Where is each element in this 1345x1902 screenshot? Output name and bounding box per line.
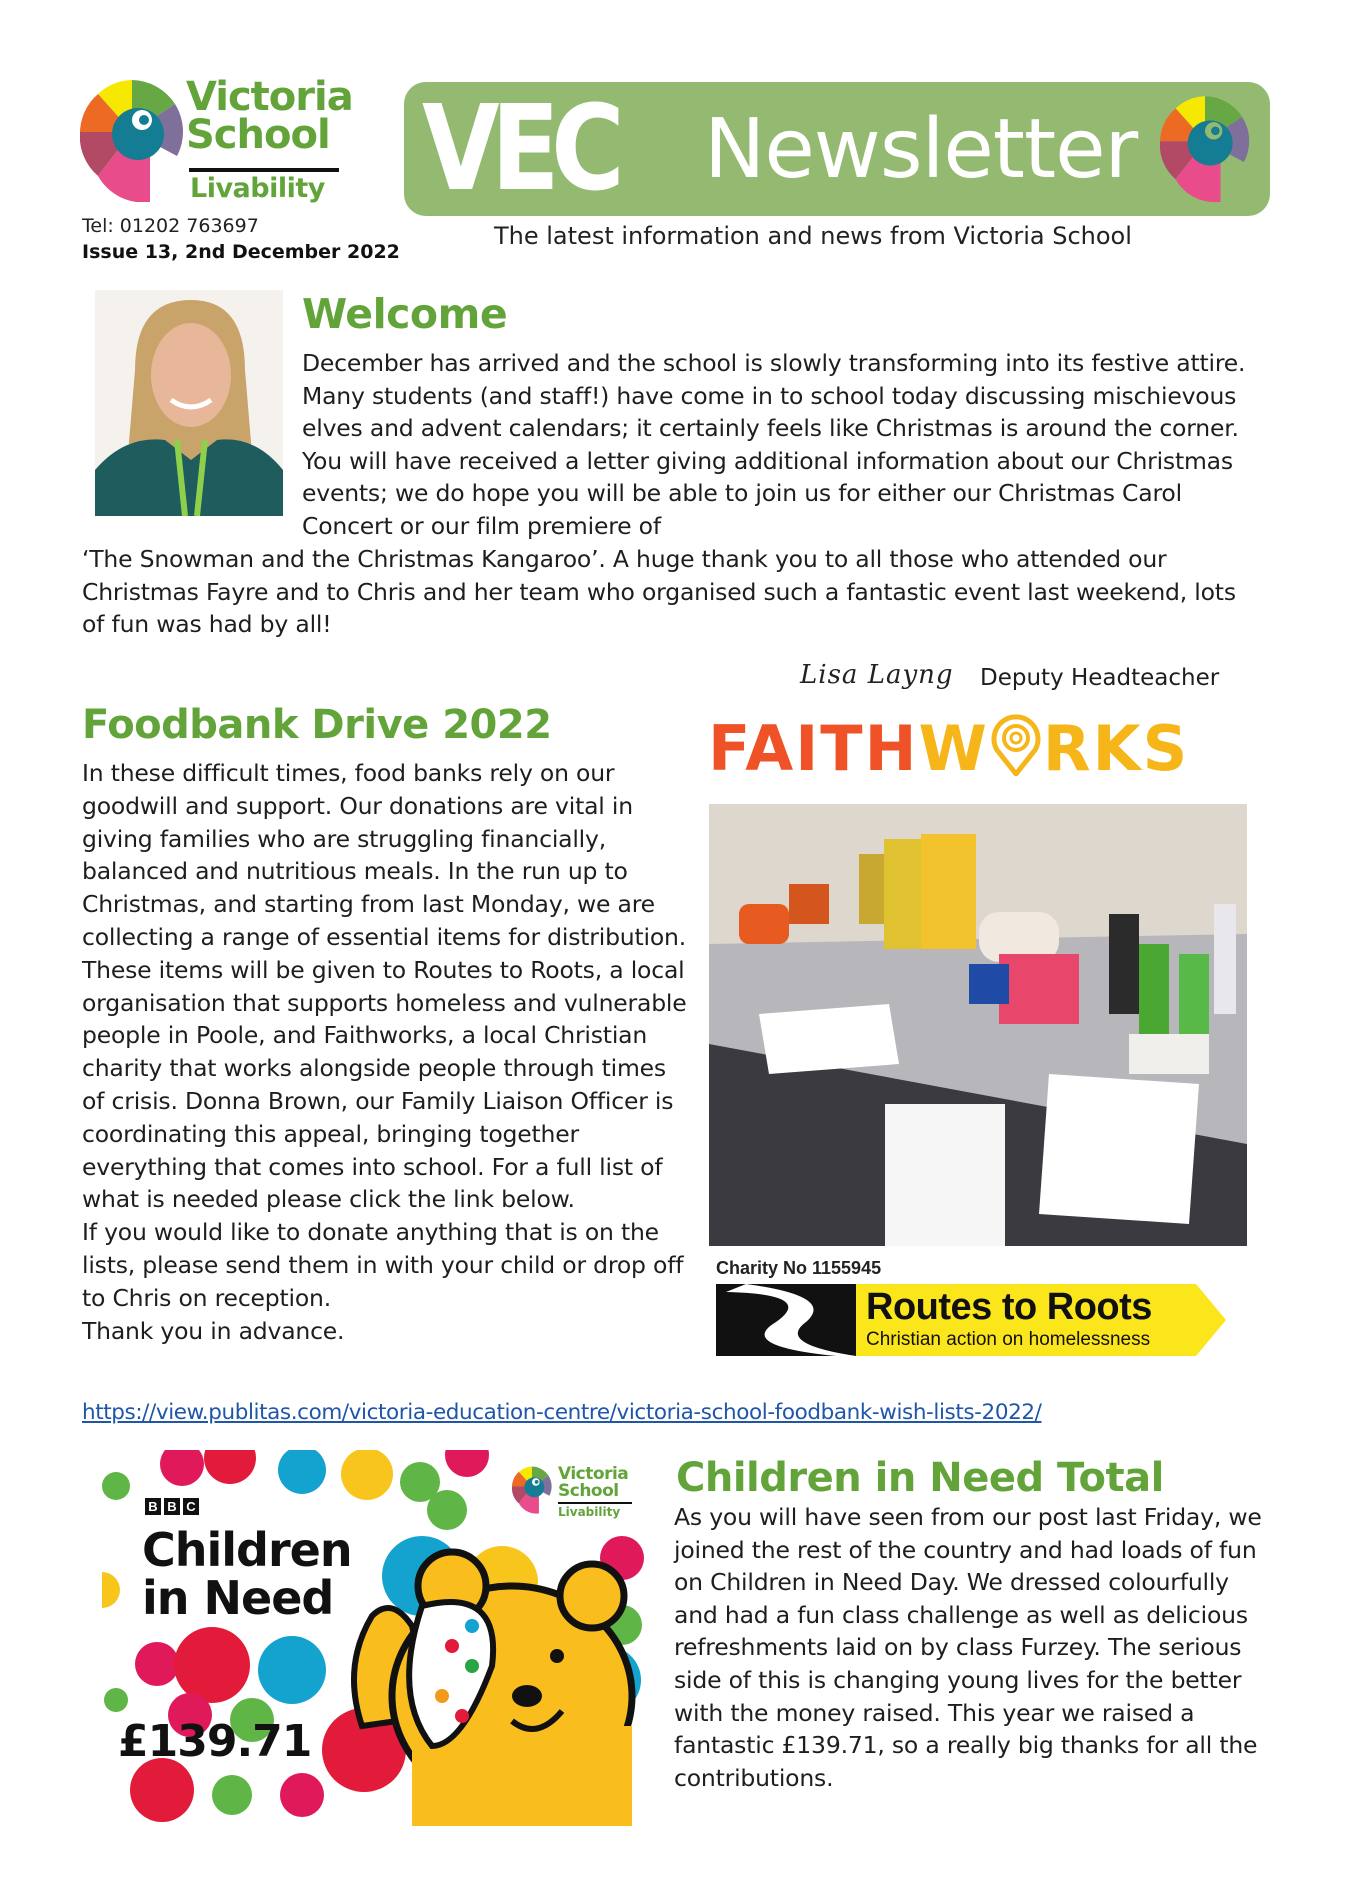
routes-to-roots-title: Routes to Roots (866, 1286, 1152, 1328)
welcome-paragraph-indented: December has arrived and the school is slowly transforming into its festive attire. Many students (and staff!) have come in to school today discussing mischievous elves and advent calendars; it certainly feels like Christmas is around the corner. You will have received a letter giving additional information about our Christmas events; we do hope you will be able to join us for either our Christmas Carol Concert or our film premiere of (302, 349, 1246, 540)
faithworks-logo (708, 714, 1189, 784)
foodbank-body (82, 757, 692, 1347)
banner-newsletter: Newsletter (704, 102, 1138, 197)
mini-school-line1: Victoria (558, 1464, 629, 1484)
foodbank-thanks: Thank you in advance. (82, 1316, 345, 1345)
foodbank-title: Foodbank Drive 2022 (82, 702, 552, 748)
bbc-letter: C (183, 1498, 199, 1515)
headteacher-photo (95, 290, 283, 516)
victoria-school-spiral-logo-icon (80, 80, 184, 202)
cin-amount: £139.71 (118, 1716, 312, 1767)
location-pin-icon (991, 714, 1041, 776)
faithworks-rks: RKS (1042, 712, 1190, 785)
school-name (186, 74, 353, 158)
children-in-need-title: Children in Need Total (676, 1455, 1164, 1501)
banner-vec: VEC (422, 79, 617, 217)
signature: Lisa Layng (800, 660, 954, 690)
telephone: Tel: 01202 763697 (82, 215, 259, 237)
tagline: The latest information and news from Victoria School (494, 222, 1132, 250)
bbc-letter: B (164, 1498, 180, 1515)
cin-logo-line2: in Need (142, 1571, 334, 1625)
faithworks-w: W (918, 712, 989, 785)
cin-school-logo (512, 1464, 652, 1534)
foodbank-paragraph: In these difficult times, food banks rely on our goodwill and support. Our donations are vital in giving families who are struggling financially, balanced and nutritious meals. In the run up to Christmas, and starting from last Monday, we are collecting a range of essential items for distribution. These items will be given to Routes to Roots, a local organisation that supports homeless and vulnerable people in Poole, and Faithworks, a local Christian charity that works alongside people through times of crisis. Donna Brown, our Family Liaison Officer is coordinating this appeal, bringing together everything that comes into school. For a full list of what is needed please click the link below. (82, 759, 687, 1214)
routes-to-roots-subtitle: Christian action on homelessness (866, 1329, 1151, 1350)
mini-logo-divider (558, 1502, 632, 1504)
school-name-line2: School (186, 112, 330, 158)
mini-spiral-logo-icon (512, 1466, 552, 1514)
banner-spiral-logo-icon (1160, 96, 1250, 202)
foodbank-donate-paragraph: If you would like to donate anything that is on the lists, please send them in with your child or drop off to Chris on reception. (82, 1218, 684, 1312)
routes-to-roots-logo (716, 1284, 1226, 1356)
charity-number: Charity No 1155945 (716, 1258, 882, 1278)
newsletter-banner (404, 79, 1270, 217)
welcome-title: Welcome (302, 290, 508, 338)
livability-label: Livability (190, 173, 325, 204)
welcome-paragraph: ‘The Snowman and the Christmas Kangaroo’. A huge thank you to all those who attended our Christmas Fayre and to Chris and her team who organised such a fantastic event last weekend, lots of fun was had by all! (82, 545, 1236, 639)
mini-school-name (558, 1466, 628, 1500)
bbc-letter: B (145, 1498, 161, 1515)
issue-date: Issue 13, 2nd December 2022 (82, 241, 400, 263)
children-in-need-card (102, 1450, 662, 1826)
bbc-logo (145, 1498, 199, 1515)
mini-school-line2: School (558, 1481, 619, 1501)
pudsey-bear-illustration (322, 1546, 652, 1826)
foodbank-wish-list-link[interactable]: https://view.publitas.com/victoria-education-centre/victoria-school-foodbank-wish-lists-2022/ (82, 1400, 1042, 1425)
children-in-need-paragraph: As you will have seen from our post last Friday, we joined the rest of the country and had loads of fun on Children in Need Day. We dressed colourfully and had a fun class challenge as well as delicious refreshments laid on by class Furzey. The serious side of this is changing young lives for the better with the money raised. This year we raised a fantastic £139.71, so a really big thanks for all the contributions. (674, 1503, 1262, 1792)
cin-logo-line1: Children (142, 1523, 352, 1577)
logo-divider (189, 168, 339, 172)
donations-table-photo (709, 804, 1247, 1246)
school-name-line1: Victoria (186, 74, 353, 120)
mini-livability: Livability (558, 1505, 621, 1519)
signatory-role: Deputy Headteacher (980, 665, 1220, 691)
faithworks-faith: FAITH (708, 712, 919, 785)
